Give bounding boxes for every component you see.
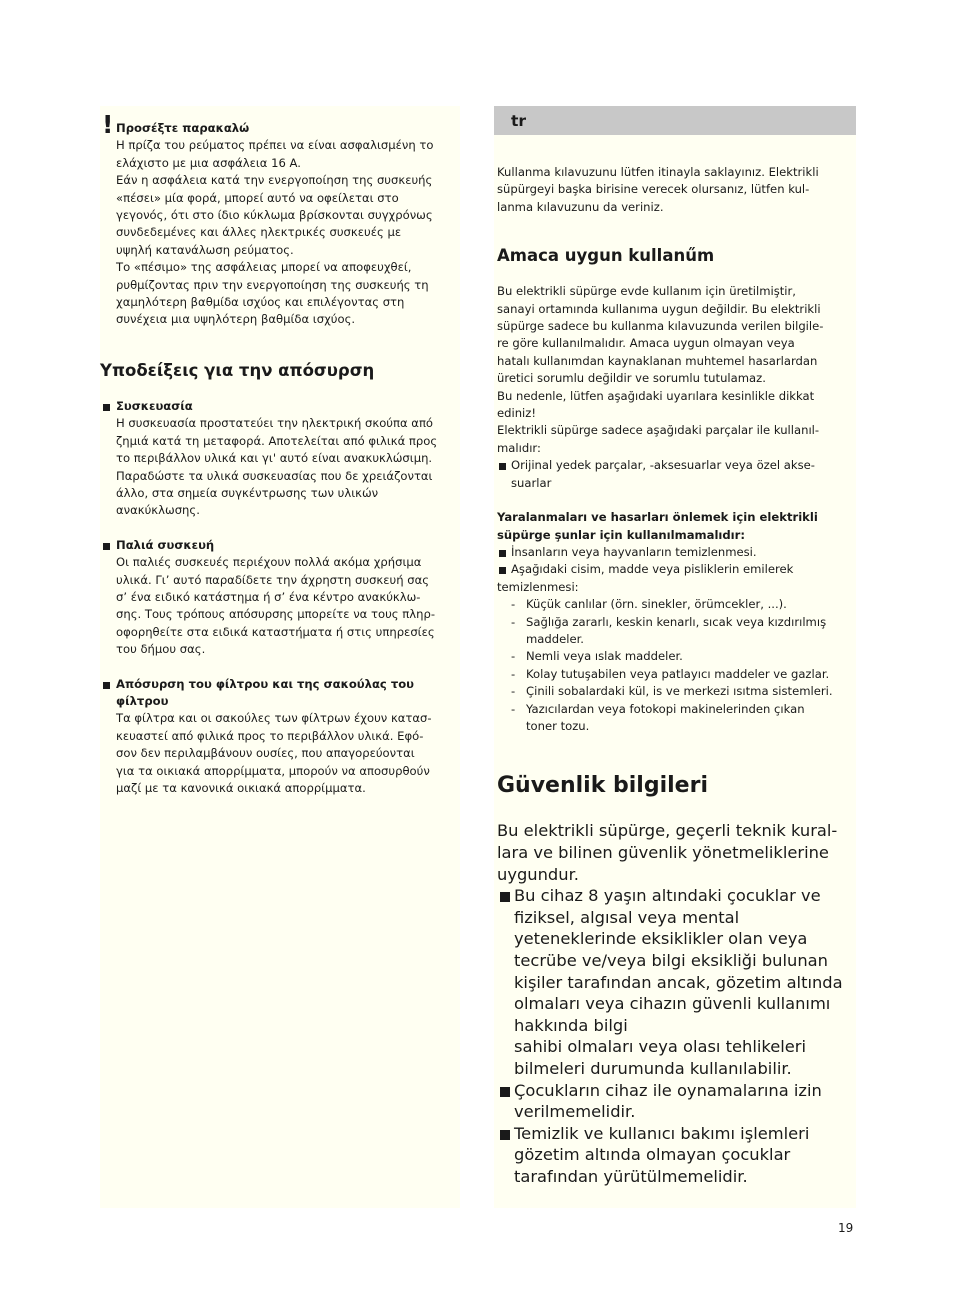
text-line: yeteneklerinde eksiklikler olan veya: [514, 929, 808, 949]
square-bullet-icon: [103, 682, 110, 689]
square-bullet-icon: [500, 1130, 510, 1140]
dash-item: [497, 683, 852, 700]
text-line: φίλτρου: [116, 693, 169, 708]
text-line: Bu elektrikli süpürge, geçerli teknik kural-: [497, 821, 838, 841]
text-line: σης. Τους τρόπους απόσυρσης μπορείτε να τους πληρ-: [116, 607, 436, 622]
text-line: sahibi olmaları veya olası tehlikeleri: [514, 1037, 807, 1057]
dash-bullet: -: [511, 597, 516, 612]
page-number: 19: [838, 1221, 854, 1235]
text-line: του δήμου σας.: [116, 642, 206, 657]
section-text: [116, 710, 456, 797]
warning-title: Προσέξτε παρακαλώ: [116, 121, 250, 135]
safety-bullet: [497, 885, 852, 1079]
text-line: üretici sorumlu değildir ve sorumlu tutulamaz.: [497, 371, 766, 386]
text-line: Bu cihaz 8 yaşın altındaki çocuklar ve: [514, 886, 821, 906]
text-line: Εάν η ασφάλεια κατά την ενεργοποίηση της συσκευής: [116, 173, 433, 188]
disposal-heading: Υποδείξεις για την απόσυρση: [100, 360, 375, 380]
square-bullet-icon: [500, 892, 510, 902]
dash-item: [497, 596, 852, 613]
text-line: hatalı kullanımdan kaynaklanan muhtemel hasarlardan: [497, 353, 818, 368]
dash-item: [497, 648, 852, 665]
text-line: re göre kullanılmalıdır. Amaca uygun olmayan veya: [497, 336, 795, 351]
text-line: για τα οικιακά απορρίμματα, μπορούν να αποσυρθούν: [116, 763, 430, 778]
language-bar: [494, 106, 856, 135]
language-tag: tr: [511, 112, 527, 130]
text-line: συνδεδεμένες και άλλες ηλεκτρικές συσκευές με: [116, 225, 402, 240]
section-title: [116, 676, 456, 711]
text-line: Yaralanmaları ve hasarları önlemek için elektrikli: [497, 510, 818, 525]
text-line: ρυθμίζοντας πριν την ενεργοποίηση της συσκευής τη: [116, 277, 429, 292]
text-line: Orijinal yedek parçalar, -aksesuarlar veya özel akse-: [511, 458, 815, 473]
text-line: Παραδώστε τα υλικά συσκευασίας που δε χρειάζονται: [116, 468, 433, 483]
text-line: Απόσυρση του φίλτρου και της σακούλας του: [116, 676, 415, 691]
text-line: Temizlik ve kullanıcı bakımı işlemleri: [514, 1123, 810, 1143]
section-title: [116, 537, 456, 554]
intro-text: [497, 164, 852, 216]
square-bullet-icon: [500, 1087, 510, 1097]
text-line: Η συσκευασία προστατεύει την ηλεκτρική σκούπα από: [116, 416, 434, 431]
list-item: [497, 561, 852, 596]
left-column: [100, 106, 460, 1208]
text-line: lara ve bilinen güvenlik yönetmeliklerine: [497, 842, 829, 862]
filter-disposal-section: [116, 676, 456, 798]
section-text: [116, 415, 456, 519]
exclamation-icon: !: [102, 110, 114, 139]
text-line: το περιβάλλον υλικά και γι' αυτό είναι ανακυκλώσιμη.: [116, 451, 433, 466]
text-line: verilmemelidir.: [514, 1102, 636, 1122]
text-line: İnsanların veya hayvanların temizlenmesi.: [511, 544, 757, 559]
text-line: süpürgeyi başka birisine verecek olursanız, lütfen kul-: [497, 182, 810, 197]
text-line: κευαστεί από φιλικά προς το περιβάλλον υλικά. Εφό-: [116, 728, 424, 743]
text-line: temizlenmesi:: [497, 579, 579, 594]
text-line: tecrübe ve/veya bilgi eksikliği bulunan: [514, 950, 828, 970]
safety-bullet: [497, 1123, 852, 1188]
text-line: olmaları veya cihazın güvenli kullanımı: [514, 994, 831, 1014]
text-line: Bu nedenle, lütfen aşağıdaki uyarılara kesinlikle dikkat: [497, 388, 815, 403]
text-line: υλικά. Γι’ αυτό παραδίδετε την άχρηστη συσκευή σας: [116, 572, 430, 587]
intended-use-heading: Amaca uygun kullanűm: [497, 246, 715, 266]
intended-use-text: [497, 283, 852, 457]
text-line: uygundur.: [497, 864, 579, 884]
text-line: tarafından yürütülmemelidir.: [514, 1166, 748, 1186]
text-line: ζημιά κατά τη μεταφορά. Αποτελείται από φιλικά προς: [116, 433, 438, 448]
square-bullet-icon: [499, 567, 506, 574]
text-line: Nemli veya ıslak maddeler.: [526, 649, 683, 664]
dash-bullet: -: [511, 649, 516, 664]
dash-item: [497, 701, 852, 736]
square-bullet-icon: [499, 550, 506, 557]
text-line: ανακύκλωσης.: [116, 503, 200, 518]
dash-bullet: -: [511, 701, 516, 716]
text-line: σ’ ένα ειδικό κατάστημα ή σ’ ένα κέντρο ανακύκλω-: [116, 589, 421, 604]
text-line: Sağlığa zararlı, keskin kenarlı, sıcak veya kızdırılmış: [526, 614, 827, 629]
text-line: Yazıcılardan veya fotokopi makinelerinden çıkan: [526, 701, 805, 716]
text-line: οφορηθείτε στα ειδικά καταστήματα ή στις υπηρεσίες: [116, 624, 435, 639]
safety-bullet: [497, 1080, 852, 1123]
text-line: Συσκευασία: [116, 398, 193, 413]
warning-text: [116, 137, 456, 328]
section-title: [116, 398, 456, 415]
text-line: Παλιά συσκευή: [116, 537, 215, 552]
text-line: συνέχεια μια υψηλότερη βαθμίδα ισχύος.: [116, 312, 356, 327]
text-line: Το «πέσιμο» της ασφάλειας μπορεί να αποφευχθεί,: [116, 260, 412, 275]
text-line: sanayi ortamında kullanıma uygun değildir. Bu elektrikli: [497, 301, 821, 316]
packaging-section: [116, 398, 456, 520]
square-bullet-icon: [103, 543, 110, 550]
text-line: άλλο, στα σημεία συγκέντρωσης των υλικών: [116, 485, 379, 500]
warning-block: [102, 110, 456, 329]
safety-intro: [497, 820, 852, 885]
text-line: σον δεν περιλαμβάνουν ουσίες, που απαγορεύονται: [116, 746, 415, 761]
dash-item: [497, 614, 852, 649]
text-line: υψηλή κατανάλωση ρεύματος.: [116, 242, 294, 257]
dash-bullet: -: [511, 666, 516, 681]
section-text: [116, 554, 456, 658]
text-line: lanma kılavuzunu da veriniz.: [497, 199, 664, 214]
dash-bullet: -: [511, 684, 516, 699]
text-line: Kolay tutuşabilen veya patlayıcı maddeler ve gazlar.: [526, 666, 830, 681]
list-item: [497, 457, 852, 492]
text-line: Küçük canlılar (örn. sinekler, örümcekler, ...).: [526, 597, 787, 612]
text-line: malıdır:: [497, 440, 541, 455]
text-line: Bu elektrikli süpürge evde kullanım için üretilmiştir,: [497, 284, 796, 299]
right-column: [494, 106, 856, 1208]
text-line: γεγονός, ότι στο ίδιο κύκλωμα βρίσκονται συγχρόνως: [116, 208, 433, 223]
text-line: Οι παλιές συσκευές περιέχουν πολλά ακόμα χρήσιμα: [116, 555, 422, 570]
text-line: Elektrikli süpürge sadece aşağıdaki parçalar ile kullanıl-: [497, 423, 820, 438]
old-appliance-section: [116, 537, 456, 659]
list-item: [497, 544, 852, 561]
text-line: süpürge şunlar için kullanılmamalıdır:: [497, 527, 746, 542]
text-line: «πέσει» μία φορά, μπορεί αυτό να οφείλεται στο: [116, 190, 399, 205]
text-line: bilmeleri durumunda kullanılabilir.: [514, 1058, 792, 1078]
text-line: Kullanma kılavuzunu lütfen itinayla saklayınız. Elektrikli: [497, 165, 819, 179]
text-line: Η πρίζα του ρεύματος πρέπει να είναι ασφαλισμένη το: [116, 138, 434, 153]
dash-bullet: -: [511, 614, 516, 629]
text-line: Çinili sobalardaki kül, is ve merkezi ısıtma sistemleri.: [526, 684, 833, 699]
text-line: toner tozu.: [526, 718, 590, 733]
text-line: maddeler.: [526, 631, 584, 646]
text-line: Τα φίλτρα και οι σακούλες των φίλτρων έχουν κατασ-: [116, 711, 432, 726]
text-line: hakkında bilgi: [514, 1015, 628, 1035]
text-line: Çocukların cihaz ile oynamalarına izin: [514, 1080, 822, 1100]
text-line: ελάχιστο με μια ασφάλεια 16 A.: [116, 155, 301, 170]
dash-item: [497, 666, 852, 683]
text-line: Aşağıdaki cisim, madde veya pisliklerin emilerek: [511, 562, 794, 577]
square-bullet-icon: [103, 404, 110, 411]
text-line: χαμηλότερη βαθμίδα ισχύος και επιλέγοντας στη: [116, 295, 405, 310]
misuse-warning-title: [497, 509, 852, 544]
text-line: kişiler tarafından ancak, gözetim altında: [514, 972, 843, 992]
text-line: fiziksel, algısal veya mental: [514, 907, 740, 927]
text-line: süpürge sadece bu kullanma kılavuzunda verilen bilgile-: [497, 319, 824, 334]
safety-heading: Güvenlik bilgileri: [497, 773, 708, 799]
text-line: ediniz!: [497, 406, 537, 421]
square-bullet-icon: [499, 463, 506, 470]
text-line: μαζί με τα κανονικά οικιακά απορρίμματα.: [116, 781, 366, 795]
text-line: suarlar: [511, 475, 552, 490]
text-line: gözetim altında olmayan çocuklar: [514, 1145, 791, 1165]
